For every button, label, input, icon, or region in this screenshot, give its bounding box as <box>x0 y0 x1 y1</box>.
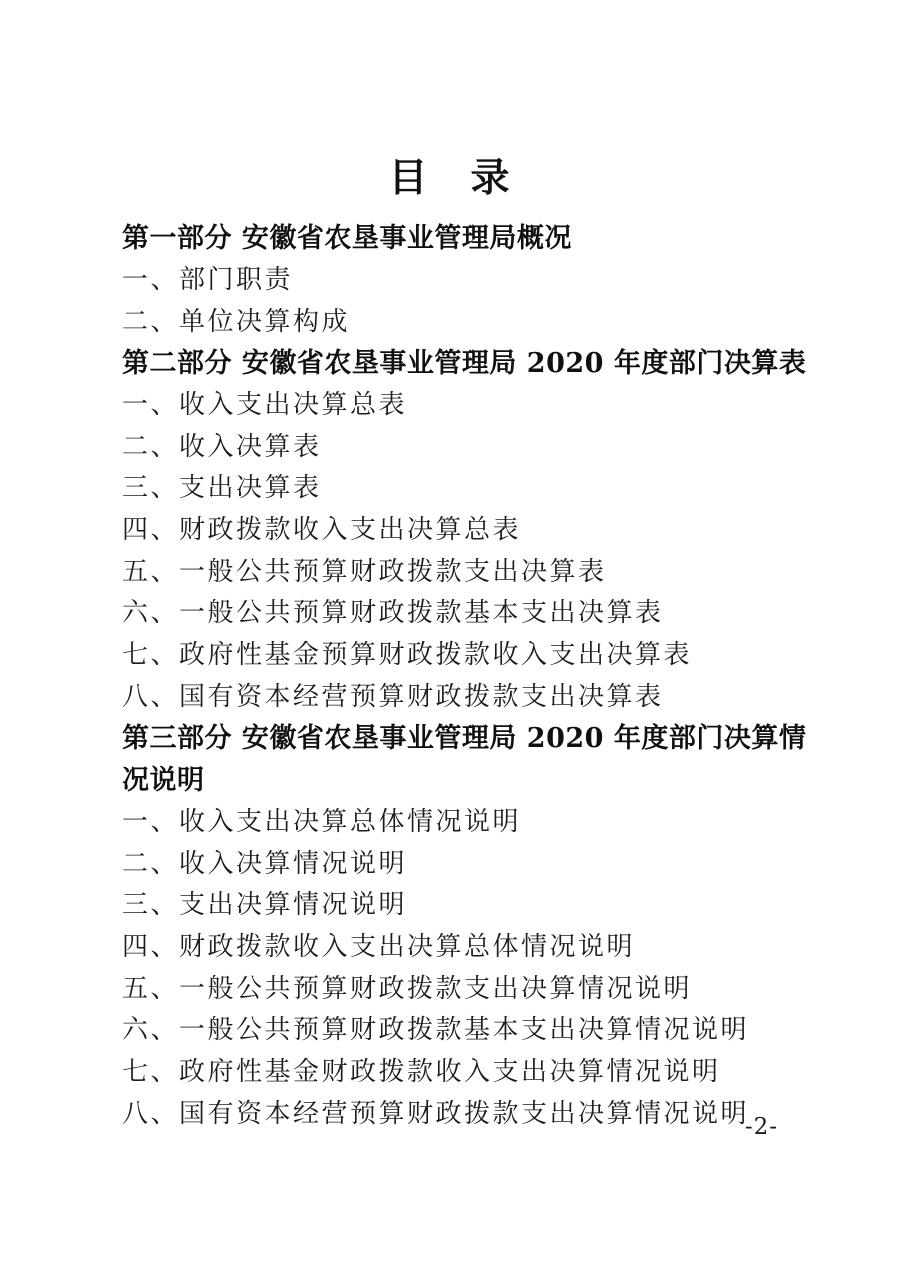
toc-section-heading: 第一部分 安徽省农垦事业管理局概况 <box>122 223 572 255</box>
toc-item: 七、政府性基金财政拨款收入支出决算情况说明 <box>122 1056 721 1087</box>
toc-section-heading-continuation: 况说明 <box>122 765 205 797</box>
toc-section-heading: 第二部分 安徽省农垦事业管理局 2020 年度部门决算表 <box>122 348 807 380</box>
toc-item: 六、一般公共预算财政拨款基本支出决算情况说明 <box>122 1015 750 1046</box>
toc-item: 二、单位决算构成 <box>122 306 351 337</box>
toc-item: 一、收入支出决算总体情况说明 <box>122 806 522 837</box>
toc-item: 五、一般公共预算财政拨款支出决算情况说明 <box>122 973 693 1004</box>
toc-item: 六、一般公共预算财政拨款基本支出决算表 <box>122 598 664 629</box>
toc-item: 三、支出决算表 <box>122 473 322 504</box>
page-number: -2- <box>744 1114 778 1140</box>
toc-section-heading: 第三部分 安徽省农垦事业管理局 2020 年度部门决算情 <box>122 723 807 755</box>
toc-item: 一、收入支出决算总表 <box>122 389 408 420</box>
toc-item: 八、国有资本经营预算财政拨款支出决算情况说明 <box>122 1098 750 1129</box>
toc-item: 八、国有资本经营预算财政拨款支出决算表 <box>122 681 664 712</box>
page-title: 目 录 <box>388 155 512 201</box>
toc-item: 一、部门职责 <box>122 264 294 295</box>
toc-item: 三、支出决算情况说明 <box>122 890 408 921</box>
toc-item: 七、政府性基金预算财政拨款收入支出决算表 <box>122 640 693 671</box>
toc-item: 五、一般公共预算财政拨款支出决算表 <box>122 556 607 587</box>
toc-item: 四、财政拨款收入支出决算总体情况说明 <box>122 931 636 962</box>
toc-item: 二、收入决算表 <box>122 431 322 462</box>
toc-item: 二、收入决算情况说明 <box>122 848 408 879</box>
toc-item: 四、财政拨款收入支出决算总表 <box>122 515 522 545</box>
table-of-contents <box>122 215 807 1132</box>
